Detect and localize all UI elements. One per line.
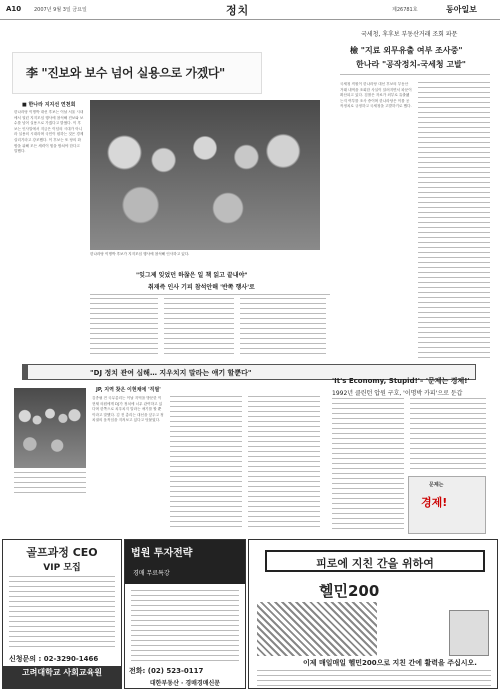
main-photo	[90, 100, 320, 250]
divider	[90, 294, 330, 295]
ad-title: 골프과정 CEO	[26, 546, 98, 559]
economy-cartoon	[408, 476, 486, 534]
pull-quote-1: "잊그제 잊었던 하찮은 일 책 읽고 끝내야"	[136, 272, 248, 279]
helmin-ad[interactable]	[248, 539, 498, 689]
ad-title: 피로에 지친 간을 위하여	[265, 550, 485, 572]
crowd-image	[90, 100, 320, 250]
banner-title: "DJ 정치 관여 심해… 지우치지 말라는 얘기 할뿐다"	[90, 369, 252, 377]
second-article-kicker: JP, 지역 찾은 이현채에 '직필'	[96, 387, 161, 393]
jp-photo-caption	[14, 472, 86, 494]
economy-body-col1	[332, 398, 404, 530]
ad-brand: 헬민200	[319, 582, 380, 600]
page-number: A10	[6, 5, 22, 13]
ad-organizer: 대한부동산 · 경매경매신문	[149, 680, 221, 687]
ad-phone: 전화: (02) 523-0117	[129, 667, 204, 675]
economy-body-col2	[410, 398, 486, 472]
article-body-col1: 한나라당 이명박 대선 후보는 이날 서울 시내에서 열린 지지모임 행사에 참석해 진보와 보수를 넘어 실용으로 가겠다고 밝혔다. 이 후보는 인사말에서 지금은 이념의 시대가 아니라 실용의 시대라며 국민이 원하는 것은 경제 살리기라고 강조했다. 이 후보는 또 당의 화합을 위해 모든 세력이 힘을 합쳐야 한다고 말했다.	[14, 110, 84, 154]
side-article-subtitle: 한나라 "공작정치-국세청 고발"	[356, 60, 466, 69]
portrait-image	[14, 388, 86, 468]
side-article-title: 檢 "지료 외무유출 여부 조사중"	[350, 46, 463, 55]
publish-date: 2007년 9월 3일 금요일	[34, 7, 87, 13]
ad-details	[131, 590, 239, 662]
ad-slogan: 이제 매일매일 헬민200으로 지친 간에 활력을 주십시오.	[303, 659, 477, 667]
article-body-col4	[240, 298, 326, 358]
ad-pattern-graphic	[257, 602, 377, 656]
photo-caption: 한나라당 이명박 후보가 지지모임 행사에 참석해 인사하고 있다.	[90, 252, 190, 256]
ad-phone: 신청문의 : 02-3290-1466	[9, 655, 99, 663]
ad-subtitle: VIP 모집	[43, 563, 81, 573]
auction-seminar-ad[interactable]	[124, 539, 246, 689]
cartoon-caption: 문제는	[429, 482, 444, 488]
page-header	[0, 0, 500, 20]
side-article-body: 국세청 직원이 한나라당 대선 후보의 부동산 거래 내역을 조회한 사실이 알려지면서 파문이 확산되고 있다. 검찰은 자료가 외부로 유출됐는지 여부를 조사 중이며 한나라당은 이를 공작정치로 규정하고 국세청을 고발하기로 했다.	[340, 82, 412, 109]
issue-number: 제26781호	[392, 7, 418, 13]
section-title: 정치	[226, 4, 250, 17]
golf-ceo-ad[interactable]	[2, 539, 122, 689]
cartoon-main-text: 경제!	[421, 496, 448, 509]
article-body-col2	[90, 298, 158, 358]
divider	[340, 74, 490, 75]
ad-subtitle: 경매 무료특강	[133, 570, 170, 577]
ad-school-name: 고려대학교 사회교육원	[3, 666, 121, 688]
jp-photo	[14, 388, 86, 468]
second-article-col3	[248, 396, 320, 530]
economy-title: 'It's Economy, Stupid!'– '문제는 경제!'	[332, 377, 470, 385]
second-article-body: 김종필 전 국무총리는 이날 지역을 방문한 이현채 의원에게 DJ가 정치에 너무 관여하고 있다며 한쪽으로 치우치지 말라는 얘기를 할 뿐이라고 말했다. 김 전 총리는 대선을 앞두고 정치권의 움직임을 지켜보고 있다고 덧붙였다.	[92, 396, 164, 423]
second-article-col2	[170, 396, 242, 530]
ad-fine-print	[257, 670, 491, 686]
economy-subtitle: 1992년 클린턴 압원 구호, '이명박 카피'으로 둔갑	[332, 390, 463, 397]
ad-details	[9, 576, 115, 650]
ad-title: 법원 투자전략	[131, 548, 193, 559]
article-body-col3	[164, 298, 234, 358]
article-kicker: ■ 한나라 지지선 연천회	[22, 102, 76, 108]
side-article-body-col2	[418, 82, 490, 358]
product-box-image	[449, 610, 489, 656]
side-article-kicker: 국세청, 후후보 부동산거래 조회 파문	[361, 31, 458, 38]
pull-quote-2: 취재즉 인사 기피 참석안해 '반쪽 행사'로	[148, 284, 255, 291]
newspaper-logo: 동아일보	[446, 5, 477, 14]
main-headline: 李 "진보와 보수 넘어 실용으로 가겠다"	[26, 66, 225, 80]
